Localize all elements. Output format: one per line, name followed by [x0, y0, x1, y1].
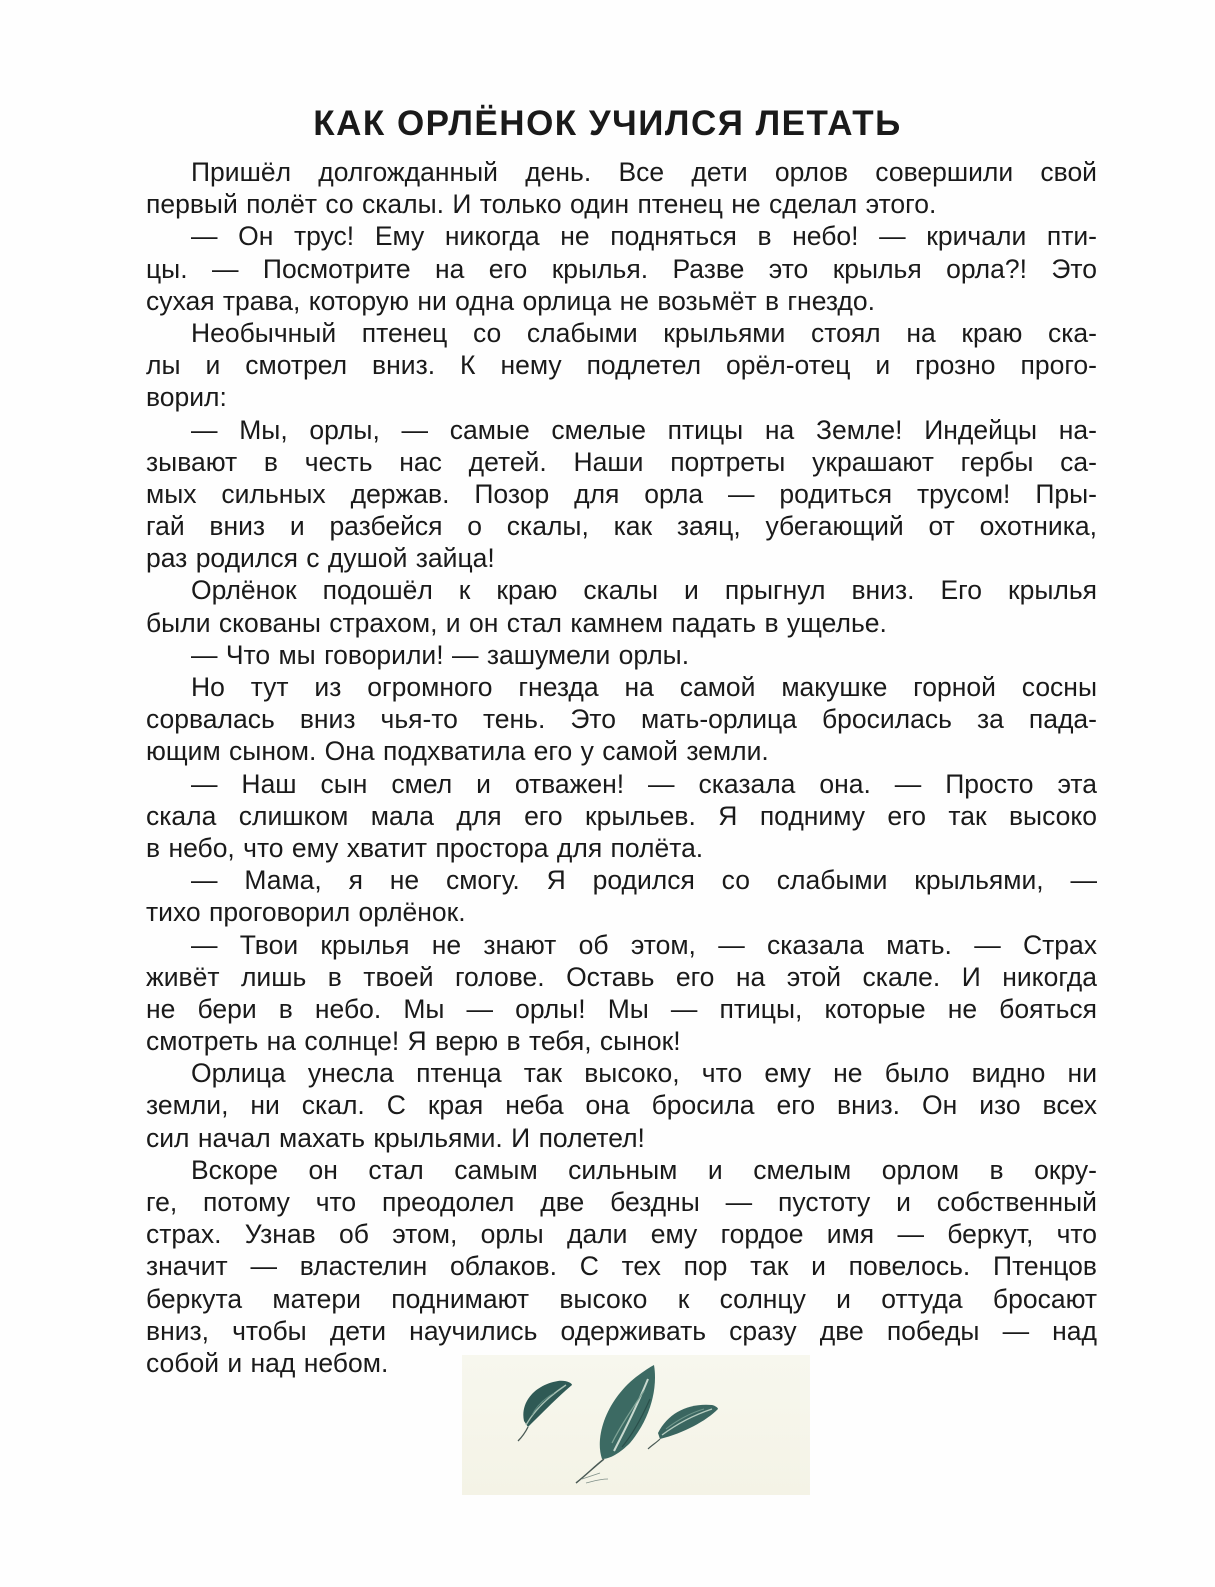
feathers-icon [462, 1355, 810, 1495]
text-line: Вскоре он стал самым сильным и смелым орлом в окру- [191, 1154, 1097, 1185]
text-line: значит — властелин облаков. С тех пор так и повелось. Птенцов [146, 1251, 1097, 1282]
text-line: страх. Узнав об этом, орлы дали ему гордое имя — беркут, что [146, 1219, 1097, 1250]
text-line: смотреть на солнце! Я верю в тебя, сынок! [146, 1026, 681, 1057]
text-line: — Твои крылья не знают об этом, — сказала мать. — Страх [191, 929, 1097, 960]
text-line: сорвалась вниз чья-то тень. Это мать-орлица бросилась за пада- [146, 704, 1097, 735]
text-line: в небо, что ему хватит простора для полёта. [146, 832, 704, 863]
text-line: — Он трус! Ему никогда не подняться в небо! — кричали пти- [191, 221, 1097, 252]
text-line: Орлёнок подошёл к краю скалы и прыгнул вниз. Его крылья [191, 575, 1097, 606]
text-line: живёт лишь в твоей голове. Оставь его на этой скале. И никогда [146, 961, 1097, 992]
text-line: были скованы страхом, и он стал камнем падать в ущелье. [146, 607, 887, 638]
text-line: ющим сыном. Она подхватила его у самой земли. [146, 736, 769, 767]
text-line: гай вниз и разбейся о скалы, как заяц, убегающий от охотника, [146, 511, 1097, 542]
story-text [146, 156, 1097, 1379]
text-line: тихо проговорил орлёнок. [146, 897, 466, 928]
text-line: Пришёл долгожданный день. Все дети орлов совершили свой [191, 157, 1097, 187]
text-line: скала слишком мала для его крыльев. Я подниму его так высоко [146, 800, 1097, 831]
text-line: мых сильных держав. Позор для орла — родиться трусом! Пры- [146, 478, 1097, 509]
feathers-illustration [462, 1355, 810, 1495]
text-line: зывают в честь нас детей. Наши портреты украшают гербы са- [146, 446, 1097, 477]
text-line: собой и над небом. [146, 1347, 389, 1378]
text-line: лы и смотрел вниз. К нему подлетел орёл-отец и грозно прого- [146, 350, 1097, 381]
feather-right-icon [648, 1405, 718, 1449]
text-line: — Мама, я не смогу. Я родился со слабыми крыльями, — [191, 865, 1097, 896]
text-line: ворил: [146, 382, 227, 413]
text-line: вниз, чтобы дети научились одерживать сразу две победы — над [146, 1315, 1097, 1346]
text-line: Но тут из огромного гнезда на самой макушке горной сосны [191, 672, 1097, 702]
text-line: раз родился с душой зайца! [146, 543, 495, 574]
text-line: — Что мы говорили! — зашумели орлы. [191, 639, 690, 670]
text-line: сухая трава, которую ни одна орлица не возьмёт в гнездо. [146, 285, 875, 316]
feather-left-icon [518, 1381, 572, 1441]
text-line: первый полёт со скалы. И только один птенец не сделал этого. [146, 189, 937, 220]
text-line: — Мы, орлы, — самые смелые птицы на Земле! Индейцы на- [191, 414, 1097, 445]
text-line: цы. — Посмотрите на его крылья. Разве это крылья орла?! Это [146, 253, 1097, 284]
story-title: КАК ОРЛЁНОК УЧИЛСЯ ЛЕТАТЬ [313, 104, 902, 143]
text-line: Необычный птенец со слабыми крыльями стоял на краю ска- [191, 317, 1097, 348]
text-line: — Наш сын смел и отважен! — сказала она. — Просто эта [191, 768, 1097, 799]
text-line: земли, ни скал. С края неба она бросила его вниз. Он изо всех [146, 1090, 1097, 1121]
text-line: ге, потому что преодолел две бездны — пустоту и собственный [146, 1187, 1097, 1217]
text-line: беркута матери поднимают высоко к солнцу и оттуда бросают [146, 1283, 1097, 1314]
feather-center-icon [576, 1365, 655, 1483]
text-line: Орлица унесла птенца так высоко, что ему не было видно ни [191, 1058, 1097, 1089]
text-line: не бери в небо. Мы — орлы! Мы — птицы, которые не бояться [146, 993, 1097, 1024]
text-line: сил начал махать крыльями. И полетел! [146, 1122, 645, 1153]
